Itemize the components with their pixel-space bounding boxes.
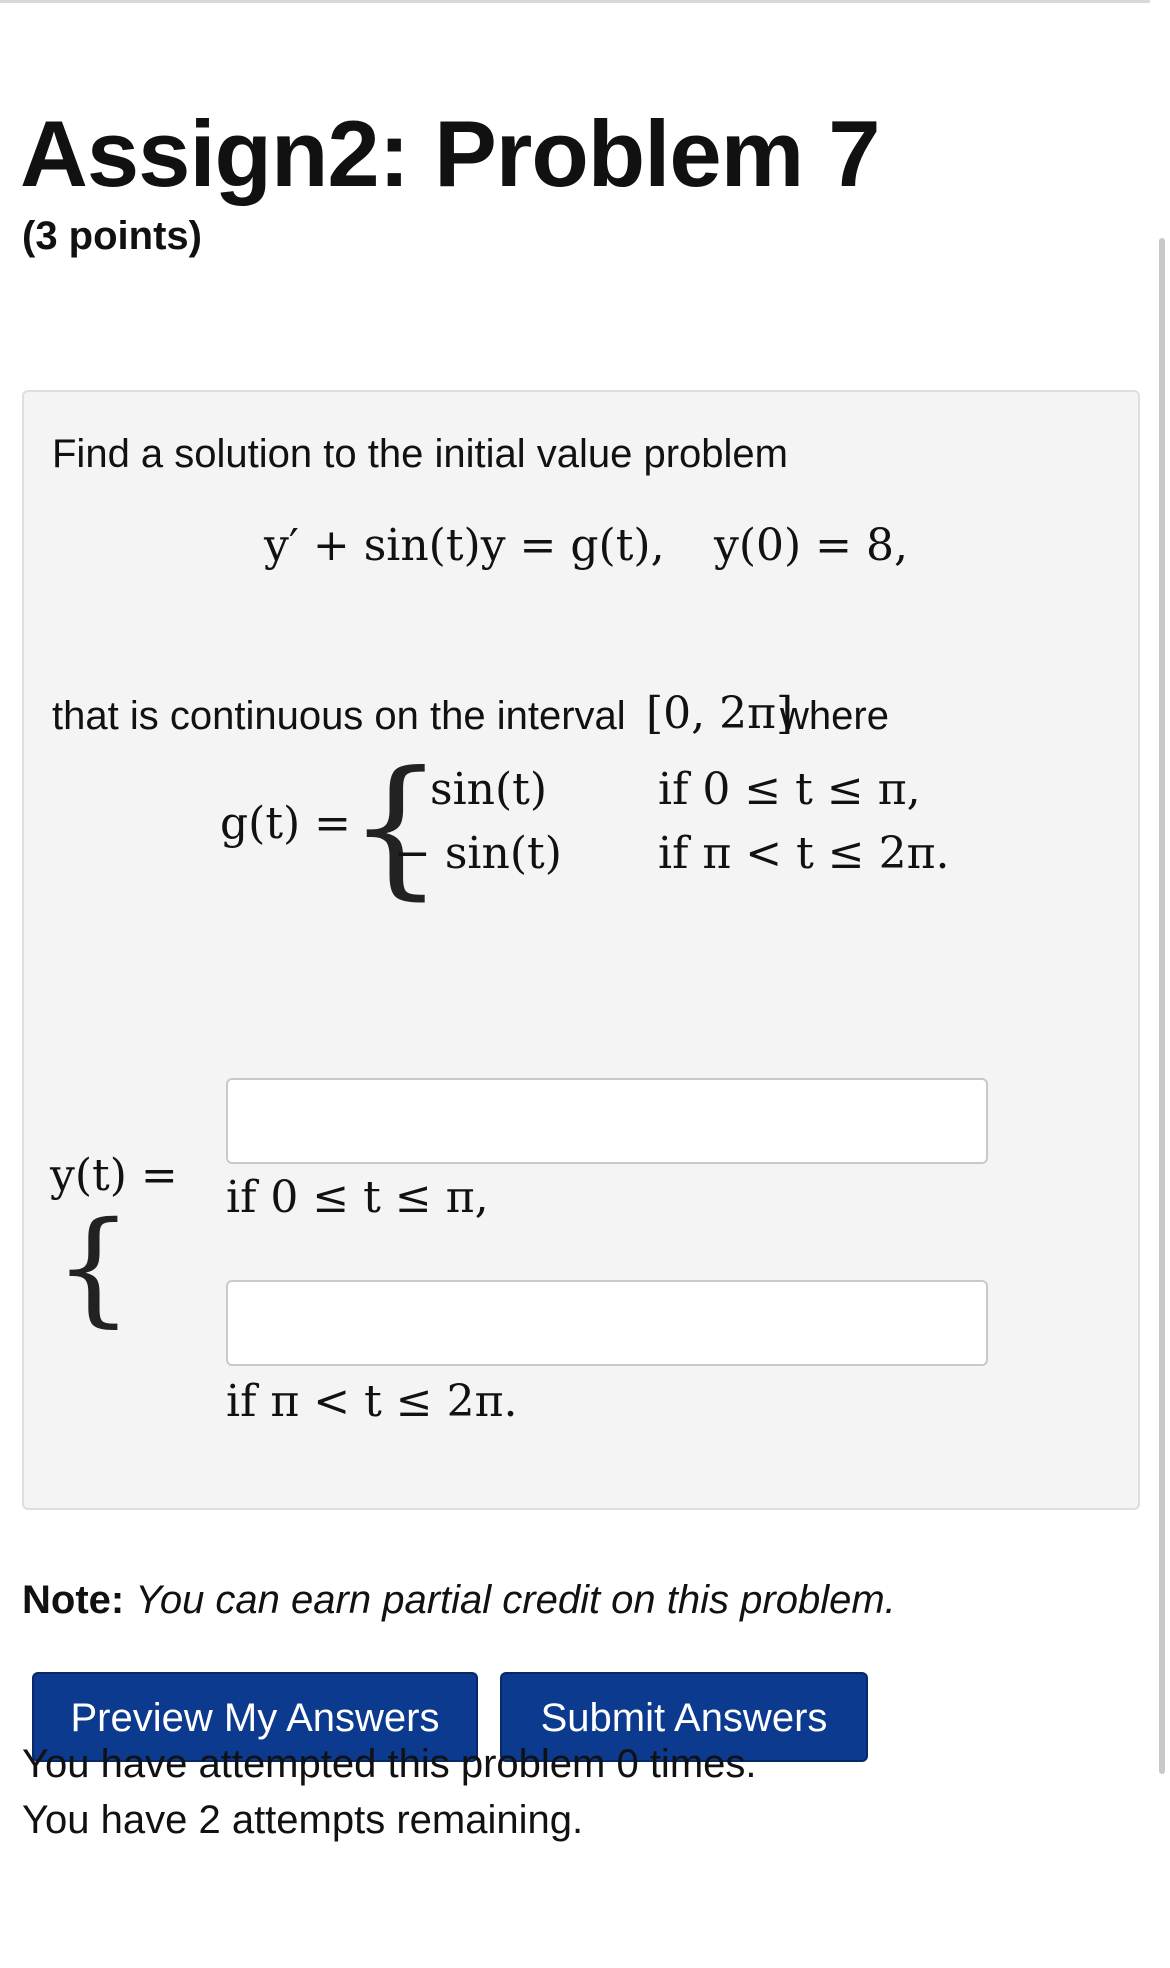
continuity-text: that is continuous on the interval xyxy=(52,694,626,738)
equation-ode: y′ + sin(t)y = g(t), xyxy=(264,520,665,571)
g-case2-expression: − sin(t) xyxy=(394,828,562,879)
submit-answers-button[interactable]: Submit Answers xyxy=(500,1672,868,1762)
equation-initial-condition: y(0) = 8, xyxy=(714,520,909,571)
note-text: You can earn partial credit on this problem. xyxy=(135,1578,896,1622)
attempts-count: You have attempted this problem 0 times. xyxy=(22,1742,757,1786)
where-text: where xyxy=(780,694,889,738)
problem-panel xyxy=(22,390,1140,1510)
attempts-remaining: You have 2 attempts remaining. xyxy=(22,1798,584,1842)
g-case1-expression: sin(t) xyxy=(430,764,548,815)
points-label: (3 points) xyxy=(22,214,202,258)
y-definition-lhs: y(t) = xyxy=(50,1150,178,1201)
problem-intro: Find a solution to the initial value problem xyxy=(52,432,788,476)
answer-input-case1[interactable] xyxy=(226,1078,988,1164)
page-title: Assign2: Problem 7 xyxy=(20,101,880,206)
g-case1-condition: if 0 ≤ t ≤ π, xyxy=(658,764,921,815)
g-definition-lhs: g(t) = xyxy=(220,798,352,849)
top-divider xyxy=(0,0,1150,3)
interval: [0, 2π] xyxy=(646,688,794,739)
scrollbar[interactable] xyxy=(1159,238,1165,1774)
preview-answers-button[interactable]: Preview My Answers xyxy=(32,1672,478,1762)
y-case1-condition: if 0 ≤ t ≤ π, xyxy=(226,1172,489,1223)
note-label: Note: xyxy=(22,1578,125,1622)
y-case2-condition: if π < t ≤ 2π. xyxy=(226,1376,518,1427)
g-case2-condition: if π < t ≤ 2π. xyxy=(658,828,950,879)
g-brace: { xyxy=(348,740,444,914)
y-brace: { xyxy=(54,1196,133,1340)
answer-input-case2[interactable] xyxy=(226,1280,988,1366)
partial-credit-note xyxy=(22,1578,896,1623)
